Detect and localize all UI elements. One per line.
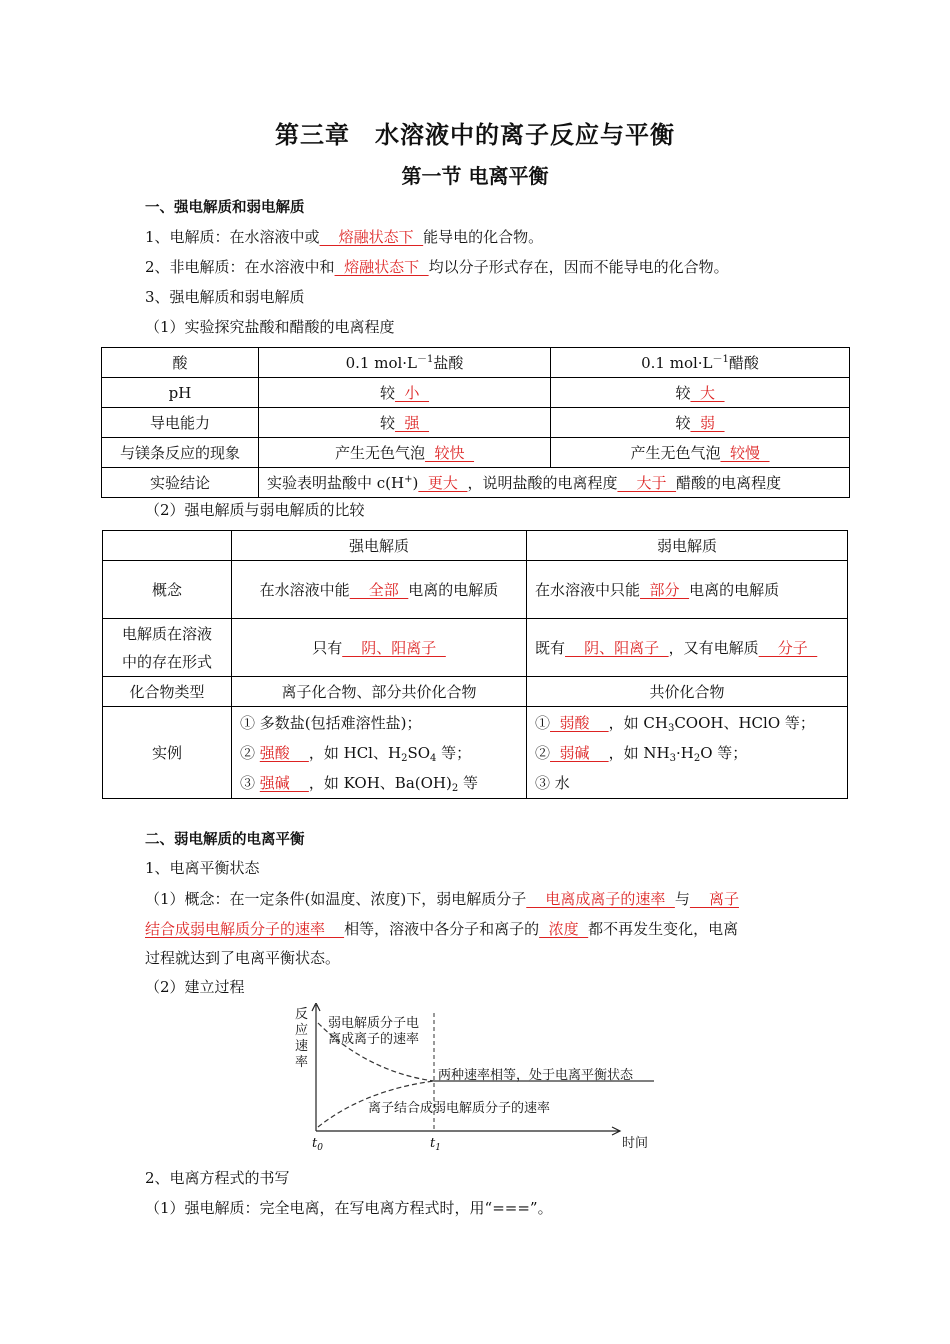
table-cell — [527, 707, 848, 799]
table-row — [103, 619, 848, 677]
table-row — [103, 677, 848, 707]
table-row — [102, 408, 850, 438]
table-row — [102, 438, 850, 468]
text: 较 — [379, 384, 395, 402]
heading-part1: 一、强电解质和弱电解质 — [145, 200, 305, 216]
subheading-comparison: （2）强电解质与弱电解质的比较 — [145, 501, 365, 519]
table-cell: 与镁条反应的现象 — [102, 438, 259, 468]
table-cell — [551, 438, 850, 468]
answer-blank: 较快 — [424, 444, 475, 462]
answer-blank: 强 — [394, 414, 430, 432]
curve1-label: 离成离子的速率 — [328, 1032, 420, 1047]
answer-blank: 熔融状态下 — [334, 258, 429, 276]
table-cell — [259, 408, 551, 438]
table-row — [103, 561, 848, 619]
text: ② — [535, 743, 551, 762]
table-cell — [103, 531, 232, 561]
table-row — [102, 378, 850, 408]
text: 2、非电解质：在水溶液中和 — [145, 258, 335, 276]
table-cell — [259, 438, 551, 468]
definition-nonelectrolyte — [145, 257, 729, 277]
table-cell: 共价化合物 — [527, 677, 848, 707]
text: 既有 — [535, 639, 566, 657]
concept-line-2 — [145, 919, 738, 939]
table-cell: 弱电解质 — [527, 531, 848, 561]
table-cell: pH — [102, 378, 259, 408]
table-cell: 化合物类型 — [103, 677, 232, 707]
table-cell — [551, 378, 850, 408]
table-cell: 强电解质 — [232, 531, 527, 561]
table-row — [102, 468, 850, 498]
table-cell — [551, 348, 850, 378]
text: 中的存在形式 — [121, 652, 212, 671]
answer-blank: 熔融状态下 — [319, 228, 424, 246]
answer-blank: 弱酸 — [550, 713, 609, 732]
concept-line-3: 过程就达到了电离平衡状态。 — [145, 949, 341, 967]
table-cell: 导电能力 — [102, 408, 259, 438]
subheading-experiment: （1）实验探究盐酸和醋酸的电离程度 — [145, 318, 395, 336]
text: ，如 HCl、H — [308, 743, 402, 762]
table-cell — [103, 619, 232, 677]
strong-electrolyte-rule: （1）强电解质：完全电离，在写电离方程式时，用“===”。 — [145, 1199, 553, 1217]
text: ，如 NH — [608, 743, 670, 762]
answer-blank: 强酸 — [259, 743, 309, 762]
text: 电解质在溶液 — [121, 624, 212, 643]
text: ，如 CH — [608, 713, 668, 732]
text: t — [430, 1136, 436, 1151]
text: 醋酸的电离程度 — [676, 474, 782, 492]
text: 在水溶液中能 — [259, 581, 350, 599]
text: ③ 水 — [535, 773, 570, 792]
text: 较 — [675, 414, 691, 432]
text: ① — [535, 713, 551, 732]
text: 盐酸 — [433, 354, 464, 372]
text — [535, 738, 841, 768]
answer-blank: 分子 — [758, 639, 818, 657]
table-cell: 实验结论 — [102, 468, 259, 498]
text: 等； — [436, 743, 472, 762]
text — [240, 768, 520, 798]
text: 都不再发生变化，电离 — [588, 920, 739, 938]
text: 能导电的化合物。 — [423, 228, 544, 246]
equilibrium-diagram — [288, 1003, 660, 1153]
text: 产生无色气泡 — [630, 444, 721, 462]
ylabel-char: 反 — [295, 1007, 309, 1022]
table-cell — [259, 468, 850, 498]
text: 电离的电解质 — [408, 581, 499, 599]
heading-part2: 二、弱电解质的电离平衡 — [145, 832, 305, 848]
table-cell — [527, 561, 848, 619]
text: 4 — [430, 752, 437, 764]
text: －1 — [712, 354, 729, 365]
table-cell — [551, 408, 850, 438]
text: （1）概念：在一定条件(如温度、浓度)下，弱电解质分子 — [145, 890, 527, 908]
answer-blank: 结合成弱电解质分子的速率 — [145, 920, 345, 938]
text: 产生无色气泡 — [334, 444, 425, 462]
answer-blank: 浓度 — [539, 920, 589, 938]
text: 醋酸 — [728, 354, 759, 372]
curve2-label: 离子结合成弱电解质分子的速率 — [368, 1101, 551, 1116]
text: ·H — [675, 743, 694, 762]
text: ② — [240, 743, 260, 762]
text: 0.1 mol·L — [641, 354, 713, 372]
text: ① 多数盐(包括难溶性盐)； — [240, 713, 422, 732]
text: 实验表明盐酸中 c(H — [267, 474, 405, 492]
item-equilibrium-state: 1、电离平衡状态 — [145, 859, 260, 877]
table-cell: 实例 — [103, 707, 232, 799]
table-cell — [232, 707, 527, 799]
answer-blank: 大 — [690, 384, 725, 402]
chapter-title: 第三章 水溶液中的离子反应与平衡 — [275, 121, 675, 149]
text: 只有 — [312, 639, 343, 657]
text: 1 — [435, 1143, 441, 1153]
text: 均以分子形式存在，因而不能导电的化合物。 — [428, 258, 729, 276]
concept-line-1 — [145, 889, 739, 909]
answer-blank: 强碱 — [259, 773, 309, 792]
text: 在水溶液中只能 — [535, 581, 641, 599]
text: ) — [412, 474, 419, 492]
text: SO — [407, 743, 431, 762]
text: ，如 KOH、Ba(OH) — [308, 773, 452, 792]
acid-comparison-table — [101, 347, 850, 498]
table-cell: 酸 — [102, 348, 259, 378]
ylabel-char: 应 — [295, 1023, 309, 1038]
item-equation-writing: 2、电离方程式的书写 — [145, 1169, 290, 1187]
text: 相等，溶液中各分子和离子的 — [344, 920, 540, 938]
table-cell — [232, 561, 527, 619]
xlabel: 时间 — [622, 1136, 649, 1151]
text: 2 — [401, 752, 408, 764]
text — [240, 738, 520, 768]
definition-electrolyte — [145, 227, 543, 247]
text: 2 — [693, 752, 701, 764]
answer-blank: 更大 — [418, 474, 468, 492]
text: 0.1 mol·L — [345, 354, 417, 372]
table-cell: 概念 — [103, 561, 232, 619]
curve1-label: 弱电解质分子电 — [328, 1016, 420, 1031]
text: 等 — [458, 773, 479, 792]
text: + — [404, 474, 413, 485]
ylabel-char: 速 — [295, 1039, 309, 1054]
table-cell — [259, 348, 551, 378]
answer-blank: 全部 — [349, 581, 409, 599]
text — [535, 708, 841, 738]
answer-blank: 大于 — [617, 474, 677, 492]
answer-blank: 弱碱 — [550, 743, 609, 762]
answer-blank: 阴、阳离子 — [342, 639, 446, 657]
text: 较 — [379, 414, 395, 432]
text: ，说明盐酸的电离程度 — [467, 474, 618, 492]
text: O 等； — [700, 743, 748, 762]
answer-blank: 电离成离子的速率 — [526, 890, 675, 908]
electrolyte-comparison-table — [102, 530, 848, 799]
text: ③ — [240, 773, 260, 792]
text: 0 — [317, 1143, 323, 1153]
t0-label — [312, 1136, 323, 1153]
table-cell — [232, 619, 527, 677]
subheading-process: （2）建立过程 — [145, 978, 245, 996]
text: －1 — [417, 354, 434, 365]
text: 1、电解质：在水溶液中或 — [145, 228, 320, 246]
equal-label: 两种速率相等，处于电离平衡状态 — [438, 1068, 634, 1083]
text: 2 — [451, 782, 459, 794]
answer-blank: 部分 — [640, 581, 690, 599]
answer-blank: 较慢 — [720, 444, 770, 462]
answer-blank: 小 — [394, 384, 430, 402]
table-cell — [527, 619, 848, 677]
text: 电离的电解质 — [689, 581, 780, 599]
text: 3 — [667, 722, 675, 734]
answer-blank: 阴、阳离子 — [565, 639, 669, 657]
answer-blank: 弱 — [690, 414, 725, 432]
text: t — [312, 1136, 318, 1151]
table-row — [102, 348, 850, 378]
table-cell — [259, 378, 551, 408]
table-row — [103, 707, 848, 799]
item-strong-weak: 3、强电解质和弱电解质 — [145, 288, 305, 306]
t1-label — [430, 1136, 441, 1153]
text: 与 — [674, 890, 690, 908]
text: 较 — [675, 384, 691, 402]
text: 3 — [669, 752, 676, 764]
section-title: 第一节 电离平衡 — [401, 164, 549, 188]
text: COOH、HClO 等； — [674, 713, 815, 732]
text: ，又有电解质 — [668, 639, 759, 657]
table-cell: 离子化合物、部分共价化合物 — [232, 677, 527, 707]
ylabel-char: 率 — [295, 1055, 309, 1070]
table-row — [103, 531, 848, 561]
answer-blank: 离子 — [689, 890, 739, 908]
